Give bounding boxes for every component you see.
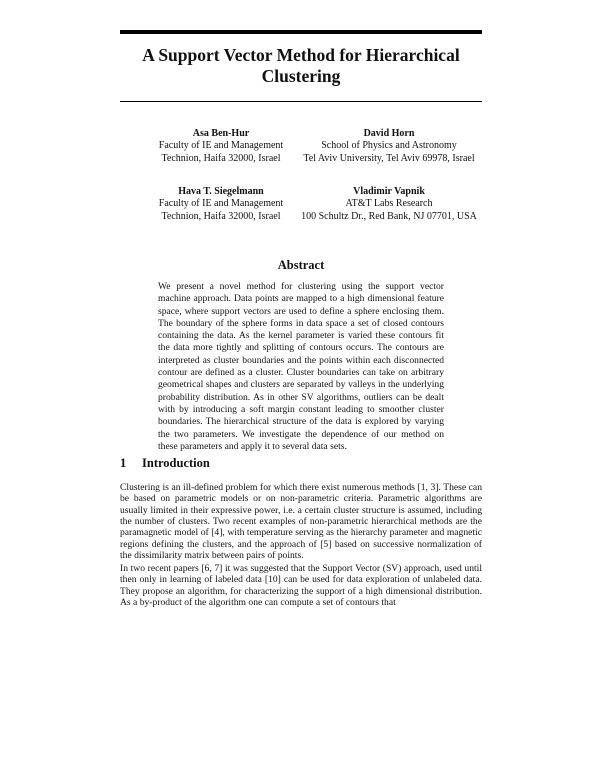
body-paragraph: In two recent papers [6, 7] it was suggested that the Support Vector (SV) approach, used until then only in learning of labeled data [10] can be used for data exploration of unlabeled data. They propose an algorithm, for characterizing the support of a high dimensional distribution. As a by-product of the algorithm one can compute a set of contours that — [120, 563, 482, 609]
author-name: Asa Ben-Hur — [192, 128, 250, 139]
author-block — [286, 186, 492, 223]
abstract-text: We present a novel method for clustering using the support vector machine approach. Data points are mapped to a high dimensional feature space, where support vectors are used to define a sphere enclosing them. The boundary of the sphere forms in data space a set of closed contours containing the data. As the kernel parameter is varied these contours fit the data more tightly and splitting of contours occurs. The contours are interpreted as cluster boundaries and the points within each disconnected contour are defined as a cluster. Cluster boundaries can take on arbitrary geometrical shapes and clusters are separated by valleys in the underlying probability distribution. As in other SV algorithms, outliers can be dealt with by introducing a soft margin constant leading to smoother cluster boundaries. The hierarchical structure of the data is explored by varying the two parameters. We investigate the dependence of our method on these parameters and apply it to several data sets. — [158, 281, 444, 452]
section-title: Introduction — [142, 456, 210, 470]
section-number: 1 — [120, 456, 127, 470]
abstract-heading: Abstract — [277, 258, 325, 272]
author-name: David Horn — [363, 128, 415, 139]
author-address: Tel Aviv University, Tel Aviv 69978, Israel — [303, 152, 475, 164]
author-address: 100 Schultz Dr., Red Bank, NJ 07701, USA — [301, 210, 477, 222]
author-block — [286, 128, 492, 165]
author-address: Technion, Haifa 32000, Israel — [161, 210, 281, 222]
author-affiliation: School of Physics and Astronomy — [321, 140, 457, 152]
author-affiliation: Faculty of IE and Management — [158, 140, 284, 152]
author-address: Technion, Haifa 32000, Israel — [161, 152, 281, 164]
author-name: Vladimir Vapnik — [353, 186, 425, 197]
section-heading — [120, 456, 210, 471]
author-name: Hava T. Siegelmann — [178, 186, 264, 197]
author-affiliation: Faculty of IE and Management — [158, 198, 284, 210]
paper-title: A Support Vector Method for Hierarchical Clustering — [142, 45, 460, 86]
title-bottom-rule — [120, 101, 482, 102]
title-top-rule — [120, 30, 482, 34]
author-affiliation: AT&T Labs Research — [345, 198, 433, 210]
body-paragraph: Clustering is an ill-defined problem for which there exist numerous methods [1, 3]. These can be based on parametric models or on non-parametric criteria. Parametric algorithms are usually limited in their expressive power, i.e. a certain cluster structure is assumed, including the number of clusters. Two recent examples of non-parametric hierarchical methods are the paramagnetic model of [4], with temperature serving as the hierarchy parameter and magnetic regions defining the clusters, and the approach of [5] based on successive normalization of the dissimilarity matrix between pairs of points. — [120, 482, 482, 562]
